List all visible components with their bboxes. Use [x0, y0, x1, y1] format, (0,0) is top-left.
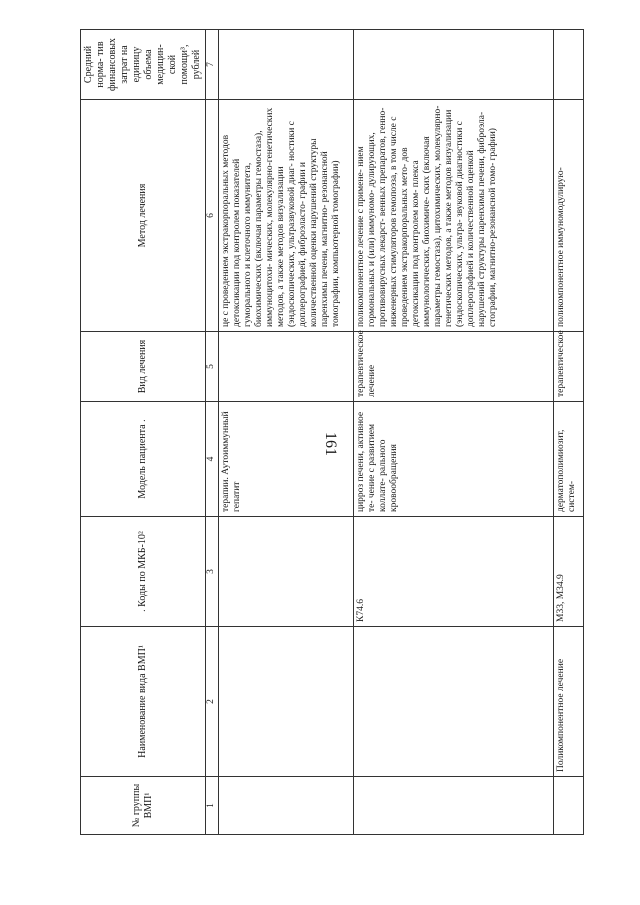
header-row: [81, 30, 206, 835]
cell-method: поликомпонентное иммуномодулирую-: [554, 100, 584, 332]
cell-codes: М33, М34.9: [554, 517, 584, 627]
cell-cost: [219, 30, 354, 100]
cell-group: [554, 777, 584, 835]
header-group: № группы ВМП¹: [81, 777, 206, 835]
cell-method: це с проведением экстракорпоральных методов детоксикации под контролем показателей гуморального и клеточного иммунитета, биохимических (включая параметры гемостаза), иммуноцитохи- мических, молекулярно-генетических методов, а также методов визуализации (эндоскопических, ультразвуковой диаг- ностики с доплерографией, фиброэласто- графии и количественной оценки нарушений структуры паренхимы печени, магнитно- резонансной томографии, компьютерной томографии): [219, 100, 354, 332]
cell-group: [219, 777, 354, 835]
cell-cost: [354, 30, 554, 100]
column-number: 5: [206, 332, 219, 402]
column-number-row: [206, 30, 219, 835]
column-number: 3: [206, 517, 219, 627]
cell-model: терапии. Аутоиммунный гепатит: [219, 402, 354, 517]
cell-codes: [219, 517, 354, 627]
header-method: Метод лечения: [81, 100, 206, 332]
table-row: [219, 30, 354, 835]
cell-name: [354, 627, 554, 777]
cell-group: [354, 777, 554, 835]
column-number: 6: [206, 100, 219, 332]
column-number: 4: [206, 402, 219, 517]
cell-model: дерматополимиозит, систем-: [554, 402, 584, 517]
vmp-table: [80, 29, 584, 835]
rotated-table-page: [80, 30, 577, 835]
header-treatment: Вид лечения: [81, 332, 206, 402]
column-number: 1: [206, 777, 219, 835]
cell-treatment: терапевтическое лечение: [354, 332, 554, 402]
column-number: 7: [206, 30, 219, 100]
cell-name: Поликомпонентное лечение: [554, 627, 584, 777]
page-number: 161: [322, 432, 339, 456]
column-number: 2: [206, 627, 219, 777]
table-row: [354, 30, 554, 835]
cell-name: [219, 627, 354, 777]
cell-cost: [554, 30, 584, 100]
header-codes: . Коды по МКБ-10²: [81, 517, 206, 627]
cell-model: цирроз печени, активное те- чение с развитием коллате- рального кровообращения: [354, 402, 554, 517]
table-row: [554, 30, 584, 835]
header-cost: Средний норма- тив финансовых затрат на единицу объема медицин- ской помощи³, рублей: [81, 30, 206, 100]
cell-treatment: терапевтическое: [554, 332, 584, 402]
cell-treatment: [219, 332, 354, 402]
header-name: Наименование вида ВМП¹: [81, 627, 206, 777]
header-model: Модель пациента .: [81, 402, 206, 517]
cell-codes: К74.6: [354, 517, 554, 627]
cell-method: поликомпонентное лечение с примене- нием гормональных и (или) иммуномо- дулирующих, противовирусных лекарст- венных препаратов, генно-инженерных стимуляторов гемопоэза, в том числе с проведением экстракорпоральных мето- дов детоксикации под контролем ком- плекса иммунологических, биохимиче- ских (включая параметры гемостаза), цитохимических, молекулярно- генетических методов, а также методов визуализации (эндоскопических, ультра- звуковой диагностики с доплерографией и количественной оценкой нарушений структуры паренхимы печени, фиброэла- стографии, магнитно-резонансной томо- графии): [354, 100, 554, 332]
